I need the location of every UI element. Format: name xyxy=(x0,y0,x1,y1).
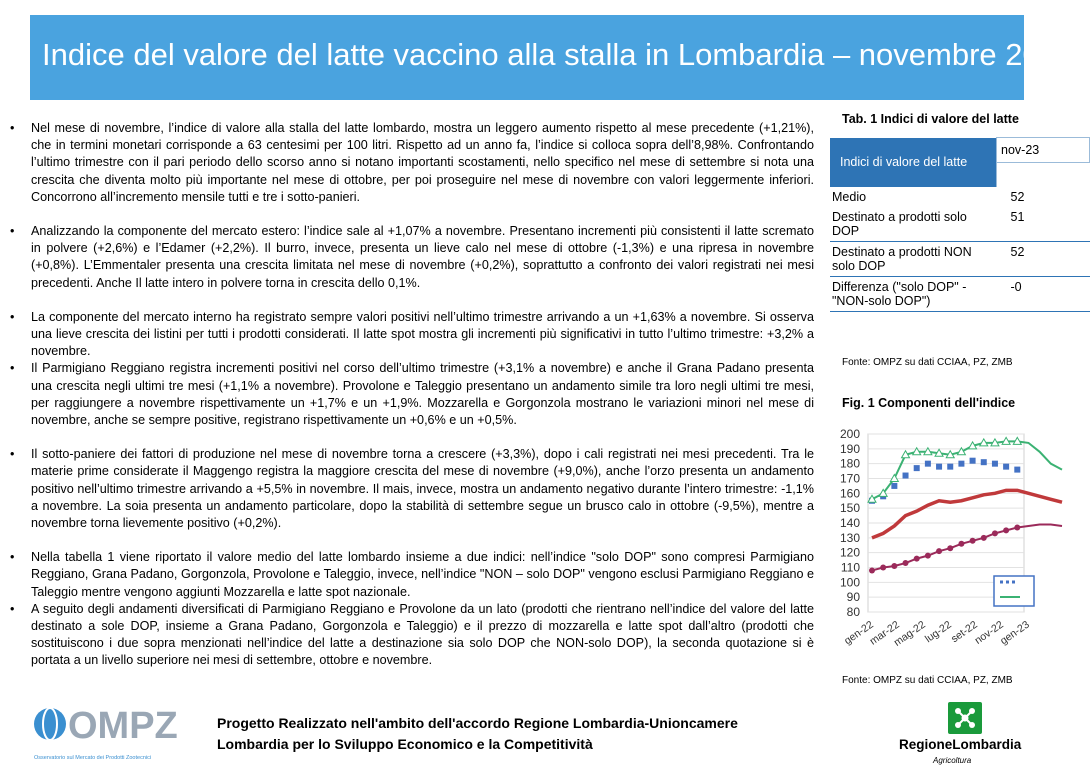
table-cell-label: Medio xyxy=(832,190,867,204)
list-item: • A seguito degli andamenti diversificati di Parmigiano Reggiano e Provolone da un lato (prodotti che rientrano nell’indice del valore del latte destinato a sole DOP, insieme a Grana Padano, Gorgonzola e Taleggio) e il prezzo di mozzarella e latte spot dall’altro (prodotti che sostituiscono i due sopra menzionati nell’indice del latte a destinazione sia solo DOP che NON-solo DOP), la seconda quotazione si è portata a un livello superiore nei mesi di settembre, ottobre e novembre. xyxy=(10,601,814,670)
data-point xyxy=(958,541,964,547)
table-cell-label: Destinato a prodotti solo DOP xyxy=(832,210,967,238)
x-tick-label: mag-22 xyxy=(891,618,928,649)
table-header: Indici di valore del latte xyxy=(830,138,997,188)
regione-lombardia-logo xyxy=(895,700,1024,768)
y-tick-label: 80 xyxy=(846,605,860,619)
list-item: • Nella tabella 1 viene riportato il valore medio del latte lombardo insieme a due indici: nell’indice "solo DOP" sono compresi Parmigiano Reggiano, Grana Padano, Gorgonzola, Provolone e Taleggio, invece, nell’indice "NON – solo DOP" vengono esclusi Parmigiano Reggiano e Taleggio mentre vengono aggiunti Mozzarella e latte spot nazionale. xyxy=(10,549,814,601)
y-tick-label: 180 xyxy=(839,456,860,471)
y-tick-label: 110 xyxy=(840,560,860,575)
data-point xyxy=(1003,527,1009,533)
data-point xyxy=(947,464,953,470)
data-point xyxy=(869,567,875,573)
data-point xyxy=(891,483,897,489)
table-cell-value: 51 xyxy=(1010,210,1025,224)
data-point xyxy=(981,459,987,465)
table-cell-value: -0 xyxy=(997,277,1090,312)
y-tick-label: 160 xyxy=(839,486,860,501)
figure-source: Fonte: OMPZ su dati CCIAA, PZ, ZMB xyxy=(842,675,1013,686)
data-point xyxy=(914,556,920,562)
data-point xyxy=(925,553,931,559)
data-point xyxy=(947,545,953,551)
x-tick-label: mar-22 xyxy=(867,618,902,648)
data-point xyxy=(936,464,942,470)
table-cell-value: 52 xyxy=(1010,190,1025,204)
table-cell-value: 52 xyxy=(997,242,1090,277)
footer-text xyxy=(217,713,738,755)
data-point xyxy=(992,461,998,467)
table-header-blank xyxy=(997,163,1090,188)
components-chart xyxy=(830,418,1032,670)
ompz-globe-icon xyxy=(34,708,66,740)
data-point xyxy=(903,473,909,479)
title-bar xyxy=(30,15,1075,100)
data-point xyxy=(970,458,976,464)
regione-lombardia-sub: Agricoltura xyxy=(933,756,972,765)
y-tick-label: 130 xyxy=(839,530,860,545)
data-point xyxy=(891,563,897,569)
list-item: • Il Parmigiano Reggiano registra incrementi positivi nel corso dell’ultimo trimestre (+3,1% a novembre) e anche il Grana Padano presenta una crescita negli ultimi tre mesi (+1,1% a novembre). Provolone e Taleggio presentano un andamento simile tra loro negli ultimi tre mesi, per raggiungere a novembre rispettivamente un +1,7% e un +1,9%. Mozzarella e Gorgonzola mostrano le variazioni minori nel mese di novembre, anche se sempre positive, registrano rispettivamente un +0,6% e un +0,5%. xyxy=(10,360,814,429)
list-item: • Il sotto-paniere dei fattori di produzione nel mese di novembre torna a crescere (+3,3%), dopo i cali registrati nei mesi precedenti. Tra le materie prime considerate il Maggengo registra la maggiore crescita del mese di novembre (+9,0%), anche l’orzo presenta un andamento positivo nell’ultimo trimestre arrivando a +5,5% in novembre. Il mais, invece, mostra un andamento negativo durante l’intero trimestre: -1,1% a novembre. La soia presenta un andamento particolare, dopo la stabilità di settembre segue un brusco calo in ottobre (-9,5%), mentre a novembre torna lievemente positivo (+0,2%). xyxy=(10,446,814,532)
data-point xyxy=(1014,524,1020,530)
regione-lombardia-name: RegioneLombardia xyxy=(899,737,1022,752)
y-tick-label: 100 xyxy=(839,575,860,590)
y-tick-label: 140 xyxy=(839,516,860,530)
table-source: Fonte: OMPZ su dati CCIAA, PZ, ZMB xyxy=(842,357,1013,368)
bullet-list xyxy=(10,120,814,670)
data-point xyxy=(914,465,920,471)
figure-title: Fig. 1 Componenti dell'indice xyxy=(842,396,1016,410)
data-point xyxy=(1014,467,1020,473)
data-point xyxy=(970,538,976,544)
ompz-logo-subtitle: Osservatorio sul Mercato dei Prodotti Zootecnici xyxy=(34,755,152,761)
list-item: • La componente del mercato interno ha registrato sempre valori positivi nell’ultimo trimestre arrivando a un +1,63% a novembre. Si osserva una lieve crescita dei listini per tutti i prodotti considerati. Il latte spot mostra gli incrementi più significativi in tutto l’ultimo trimestre: +3,2% a novembre. xyxy=(10,309,814,361)
page-title: Indice del valore del latte vaccino alla stalla in Lombardia – novembre 2023 xyxy=(42,37,1075,72)
y-tick-label: 170 xyxy=(839,471,860,486)
table-title: Tab. 1 Indici di valore del latte xyxy=(842,112,1019,126)
x-tick-label: gen-22 xyxy=(842,618,876,648)
data-point xyxy=(903,560,909,566)
y-tick-label: 190 xyxy=(839,441,860,456)
table-cell-label: Destinato a prodotti NON solo DOP xyxy=(830,242,997,277)
data-point xyxy=(992,530,998,536)
table-cell-label: Differenza ("solo DOP" - "NON-solo DOP") xyxy=(830,277,997,312)
list-item: • Nel mese di novembre, l’indice di valore alla stalla del latte lombardo, mostra un leggero aumento rispetto al mese precedente (+1,21%), che in termini monetari corrisponde a 63 centesimi per 100 litri. Rispetto ad un anno fa, l’indice si colloca sopra dell’8,98%. Confrontando l’ultimo trimestre con il pari periodo dello scorso anno si notano importanti scostamenti, nello specifico nel mese di settembre si nota una crescita che diventa molto più importante nel mese di ottobre, per poi proseguire nel mese di novembre con valori leggermente inferiori. Concorrono all’incremento mensile tutti e tre i sotto-panieri. xyxy=(10,120,814,206)
data-point xyxy=(925,461,931,467)
x-tick-label: lug-22 xyxy=(922,618,954,646)
y-tick-label: 200 xyxy=(839,427,860,441)
index-table xyxy=(830,137,1040,349)
rosa-camuna-icon xyxy=(948,702,982,734)
x-tick-label: set-22 xyxy=(948,618,980,646)
data-point xyxy=(958,461,964,467)
data-point xyxy=(880,565,886,571)
data-point xyxy=(981,535,987,541)
y-tick-label: 120 xyxy=(839,545,860,560)
table-header-month: nov-23 xyxy=(997,138,1090,163)
x-tick-label: gen-23 xyxy=(998,618,1032,648)
x-tick-label: nov-22 xyxy=(972,618,1006,647)
y-tick-label: 150 xyxy=(839,501,860,516)
ompz-logo xyxy=(30,704,180,764)
list-item: • Analizzando la componente del mercato estero: l’indice sale al +1,07% a novembre. Presentano incrementi più consistenti il latte scremato in polvere (+2,6%) e l’Edamer (+2,2%). Il burro, invece, presenta un lieve calo nel mese di ottobre (-1,3%) e una ripresa in novembre (+0,8%). L’Emmentaler presenta una crescita limitata nel mese di novembre (+0,2%), soprattutto a confronto dei valori registrati nei mesi precedenti. Anche Il latte intero in polvere torna in crescita dello 0,1%. xyxy=(10,223,814,292)
footer-line: Progetto Realizzato nell'ambito dell'accordo Regione Lombardia-Unioncamere xyxy=(217,715,738,731)
ompz-logo-text: OMPZ xyxy=(68,705,178,747)
y-tick-label: 90 xyxy=(846,590,860,605)
data-point xyxy=(1003,464,1009,470)
data-point xyxy=(936,548,942,554)
footer-line: Lombardia per lo Sviluppo Economico e la Competitività xyxy=(217,736,593,752)
